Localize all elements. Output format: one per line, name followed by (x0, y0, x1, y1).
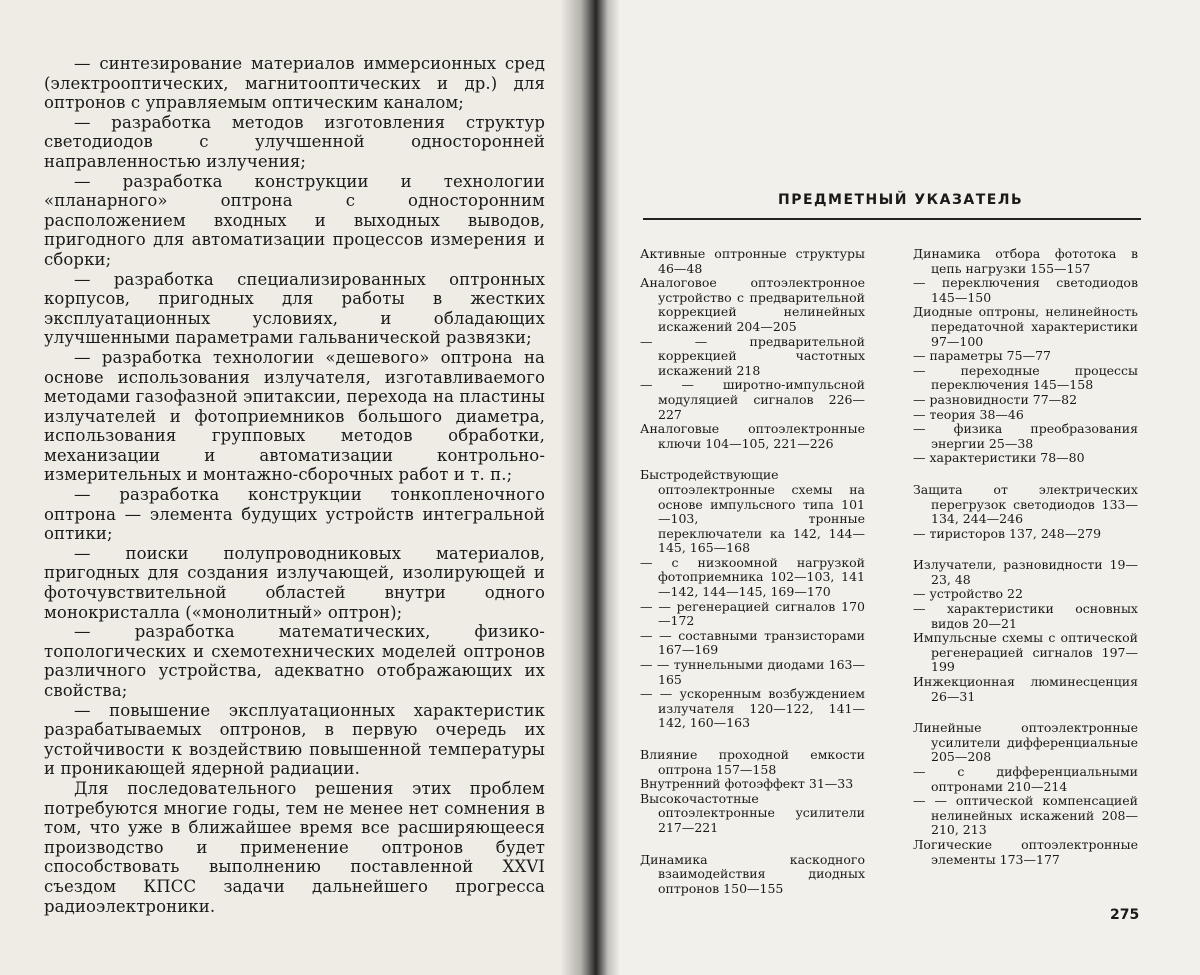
index-entry: — с низкоомной нагрузкой фотоприемника 102—103, 141—142, 144—145, 169—170 (640, 554, 865, 600)
index-entry: — с дифференциальными оптронами 210—214 (913, 764, 1138, 794)
paragraph: — разработка технологии «дешевого» оптрона на основе использования излучателя, изготавливаемого методами газофазной эпитаксии, перехода на пластины излучателей и фотоприемников большого диаметра, использования групповых методов обработки, механизации и автоматизации контрольно-измерительных и монтажно-сборочных работ и т. п.; (44, 347, 545, 485)
index-entry: — — ускоренным возбуждением излучателя 120—122, 141—142, 160—163 (640, 686, 865, 731)
index-entry: Влияние проходной емкости оптрона 157—158 (640, 747, 865, 777)
index-group (640, 468, 865, 731)
index-entry: — разновидности 77—82 (913, 391, 1078, 407)
index-entry: Динамика каскодного взаимодействия диодных оптронов 150—155 (640, 851, 865, 896)
paragraph: — разработка конструкции тонкопленочного оптрона — элемента будущих устройств интегральной оптики; (44, 485, 545, 544)
index-group (913, 483, 1138, 541)
index-entry: Импульсные схемы с оптической регенерацией сигналов 197—199 (913, 630, 1138, 675)
index-entry: — устройство 22 (913, 586, 1023, 602)
page-number: 275 (1110, 907, 1140, 923)
index-entry: Аналоговое оптоэлектронное устройство с предварительной коррекцией нелинейных искажений 204—205 (640, 275, 865, 334)
body-text (44, 54, 545, 916)
index-entry: Инжекционная люминесценция 26—31 (913, 674, 1138, 704)
index-entry: — теория 38—46 (913, 406, 1024, 422)
index-group (913, 721, 1138, 867)
index-group (640, 247, 865, 451)
paragraph: — разработка специализированных оптронных корпусов, пригодных для работы в жестких эксплуатационных условиях, и обладающих улучшенными параметрами гальванической развязки; (44, 269, 545, 348)
index-entry: — — туннельными диодами 163—165 (640, 657, 865, 687)
index-entry: Линейные оптоэлектронные усилители дифференциальные 205—208 (913, 720, 1138, 765)
index-group (913, 247, 1138, 466)
index-entry: Излучатели, разновидности 19—23, 48 (913, 557, 1138, 587)
paragraph: — разработка конструкции и технологии «планарного» оптрона с односторонним расположением входных и выходных выводов, пригодного для автоматизации процессов измерения и сборки; (44, 171, 545, 269)
index-group (640, 748, 865, 836)
index-entry: Внутренний фотоэффект 31—33 (640, 776, 854, 792)
book-gutter (560, 0, 620, 975)
paragraph: — разработка методов изготовления структур светодиодов с улучшенной односторонней направленностью излучения; (44, 112, 545, 171)
index-entry: Защита от электрических перегрузок светодиодов 133—134, 244—246 (913, 481, 1138, 527)
index-entry: — — оптической компенсацией нелинейных искажений 208—210, 213 (913, 793, 1138, 838)
left-page (0, 0, 585, 975)
paragraph: Для последовательного решения этих проблем потребуются многие годы, тем не менее нет сомнения в том, что уже в ближайшее время все расширяющееся производство и применение оптронов будет способствовать выполнению поставленной XXVI съездом КПСС задачи дальнейшего прогресса радиоэлектроники. (44, 778, 545, 916)
index-entry: — характеристики 78—80 (913, 450, 1085, 466)
index-column-2 (913, 247, 1138, 884)
index-entry: — — регенерацией сигналов 170—172 (640, 598, 865, 629)
index-group (640, 853, 865, 897)
index-entry: — — составными транзисторами 167—169 (640, 627, 865, 658)
index-column-1 (640, 247, 865, 913)
title-rule (643, 218, 1141, 220)
index-entry: — параметры 75—77 (913, 348, 1051, 364)
index-entry: — физика преобразования энергии 25—38 (913, 421, 1138, 451)
index-entry: Активные оптронные структуры 46—48 (640, 246, 865, 276)
index-entry: — — предварительной коррекцией частотных искажений 218 (640, 333, 865, 378)
paragraph: — разработка математических, физико-топологических и схемотехнических моделей оптронов различного устройства, адекватно отображающих их свойства; (44, 622, 545, 700)
index-group (913, 558, 1138, 704)
index-entry: Динамика отбора фототока в цепь нагрузки 155—157 (913, 246, 1138, 276)
index-entry: Высокочастотные оптоэлектронные усилители 217—221 (640, 790, 865, 835)
paragraph: — синтезирование материалов иммерсионных сред (электрооптических, магнитооптических и др.) для оптронов с управляемым оптическим каналом; (44, 54, 545, 113)
index-entry: — тиристоров 137, 248—279 (913, 525, 1102, 541)
index-title: ПРЕДМЕТНЫЙ УКАЗАТЕЛЬ (778, 192, 1024, 208)
index-entry: — — широтно-импульсной модуляцией сигналов 226—227 (640, 377, 865, 422)
paragraph: — повышение эксплуатационных характеристик разрабатываемых оптронов, в первую очередь их устойчивости к воздействию повышенной температуры и проникающей ядерной радиации. (44, 700, 545, 779)
index-entry: — характеристики основных видов 20—21 (913, 601, 1138, 631)
index-entry: Диодные оптроны, нелинейность передаточной характеристики 97—100 (913, 304, 1138, 349)
paragraph: — поиски полупроводниковых материалов, пригодных для создания излучающей, изолирующей и фоточувствительной областей внутри одного монокристалла («монолитный» оптрон); (44, 543, 545, 622)
index-entry: Логические оптоэлектронные элементы 173—177 (913, 836, 1138, 867)
index-entry: Аналоговые оптоэлектронные ключи 104—105, 221—226 (640, 421, 865, 451)
index-entry: — переходные процессы переключения 145—158 (913, 362, 1138, 393)
index-entry: Быстродействующие оптоэлектронные схемы на основе импульсного типа 101—103, тронные переключатели ка 142, 144—145, 165—168 (640, 467, 865, 556)
index-entry: — переключения светодиодов 145—150 (913, 275, 1138, 305)
right-page (585, 0, 1200, 975)
